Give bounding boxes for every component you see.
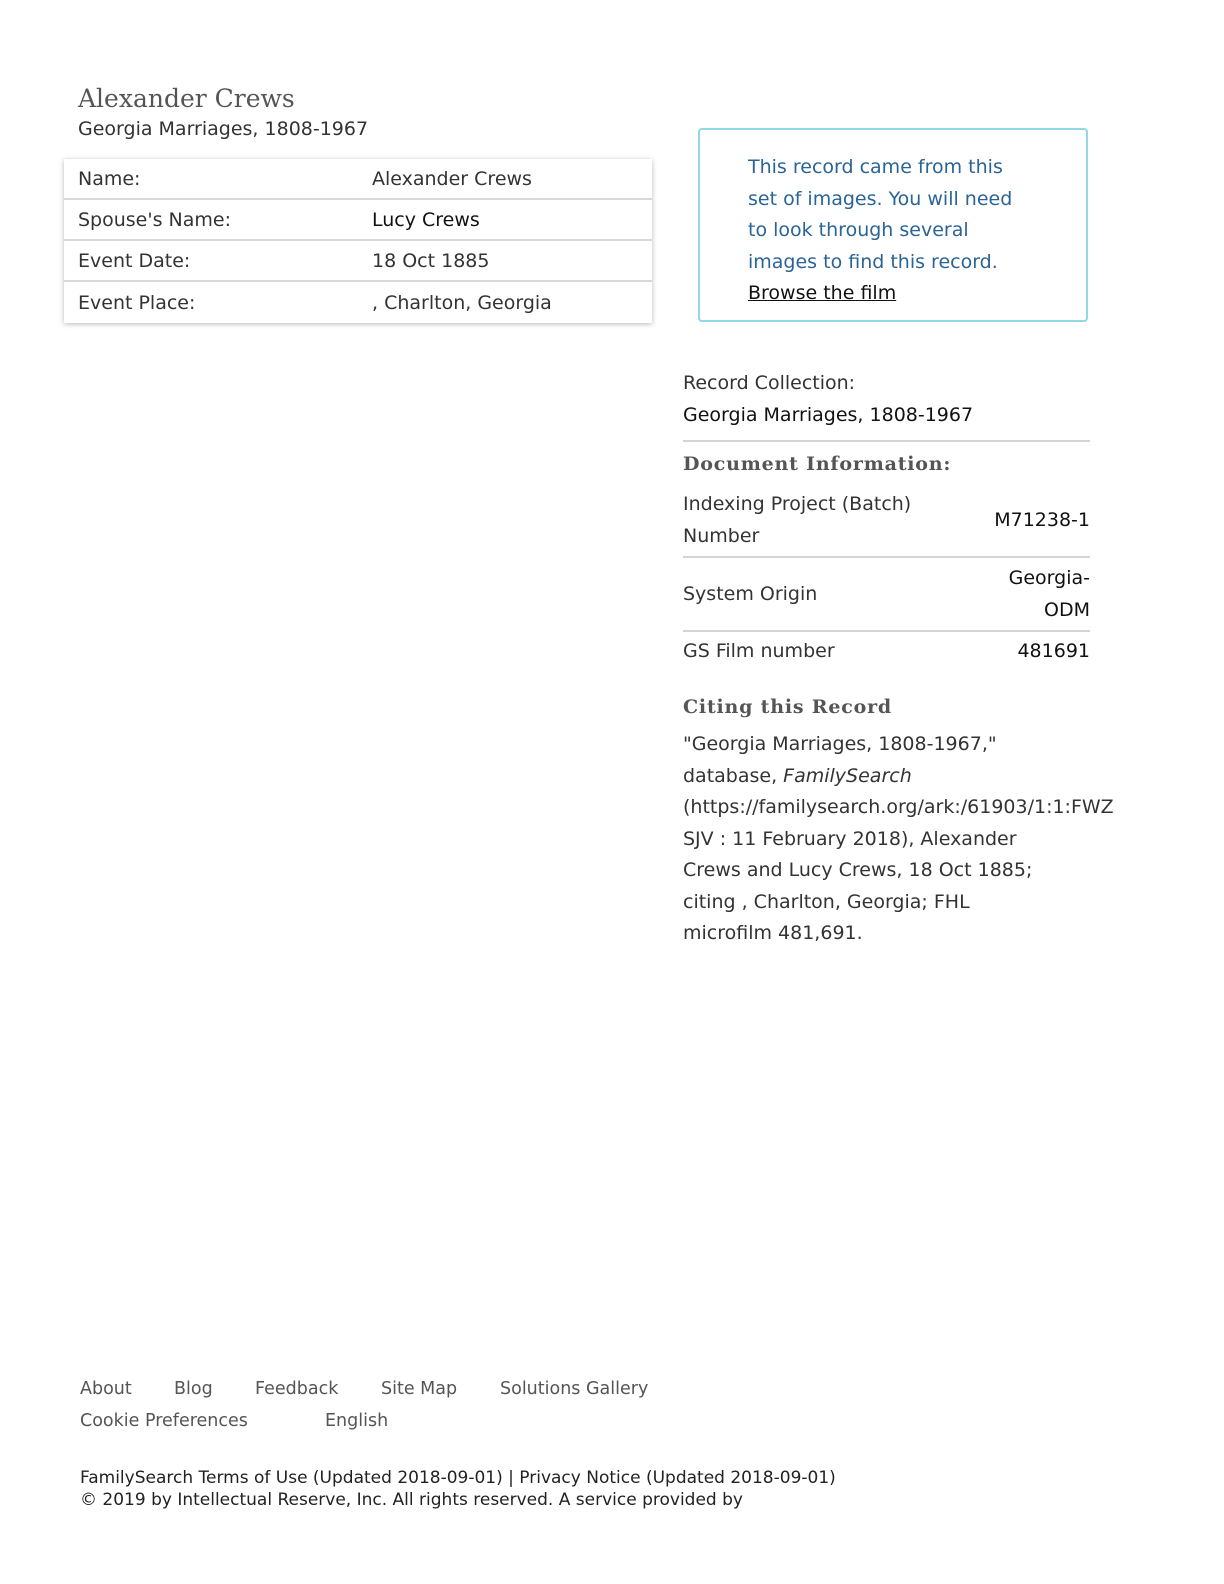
page-title: Alexander Crews <box>78 84 295 113</box>
film-number-label: GS Film number <box>683 640 835 662</box>
film-images-notice <box>698 128 1088 322</box>
notice-line: images to find this record. <box>748 250 998 273</box>
batch-number-label: Indexing Project (Batch) Number <box>683 493 912 547</box>
batch-number-value: M71238-1 <box>994 508 1090 531</box>
event-date-label: Event Date: <box>78 249 191 272</box>
footer-link-solutions-gallery[interactable]: Solutions Gallery <box>500 1379 649 1399</box>
document-info-heading: Document Information: <box>683 453 952 475</box>
notice-line: This record came from this <box>748 156 1003 178</box>
record-collection-label: Record Collection: <box>683 372 856 394</box>
table-row <box>64 241 652 282</box>
event-place-label: Event Place: <box>78 291 196 314</box>
footer-link-site-map[interactable]: Site Map <box>381 1379 458 1399</box>
browse-film-link[interactable]: Browse the film <box>748 282 897 304</box>
notice-line: set of images. You will need <box>748 187 1013 210</box>
film-number-row <box>683 636 1090 668</box>
divider <box>683 556 1090 558</box>
table-row <box>64 282 652 323</box>
divider <box>683 440 1090 442</box>
name-label: Name: <box>78 167 141 190</box>
divider <box>683 630 1090 632</box>
batch-number-row <box>683 489 1090 552</box>
event-date-value: 18 Oct 1885 <box>372 249 490 272</box>
table-row <box>64 159 652 200</box>
system-origin-value: Georgia- ODM <box>1008 567 1090 621</box>
citation-heading: Citing this Record <box>683 696 892 718</box>
record-facts-table <box>64 159 652 323</box>
copyright-line: © 2019 by Intellectual Reserve, Inc. All rights reserved. A service provided by <box>80 1490 743 1510</box>
footer-link-blog[interactable]: Blog <box>174 1379 213 1399</box>
system-origin-row <box>683 563 1090 626</box>
film-number-value: 481691 <box>1017 640 1090 662</box>
citation-text: "Georgia Marriages, 1808-1967," database, FamilySearch (https://familysearch.org/ark:/61903/1:1:FWZ SJV : 11 February 2018), Alexander Crews and Lucy Crews, 18 Oct 1885; citing , Charlton, Georgia; FHL microfilm 481,691. <box>683 733 1114 944</box>
notice-line: to look through several <box>748 219 969 241</box>
name-value: Alexander Crews <box>372 167 532 190</box>
record-collection-value[interactable]: Georgia Marriages, 1808-1967 <box>683 403 974 426</box>
legal-notice <box>80 1467 836 1511</box>
table-row <box>64 200 652 241</box>
record-collection <box>683 368 1090 431</box>
system-origin-label: System Origin <box>683 582 818 605</box>
spouse-name-label: Spouse's Name: <box>78 208 231 231</box>
event-place-value: , Charlton, Georgia <box>372 291 552 314</box>
collection-subtitle: Georgia Marriages, 1808-1967 <box>78 118 369 140</box>
footer-link-about[interactable]: About <box>80 1379 132 1399</box>
terms-privacy-line[interactable]: FamilySearch Terms of Use (Updated 2018-09-01) | Privacy Notice (Updated 2018-09-01) <box>80 1468 836 1488</box>
spouse-name-value[interactable]: Lucy Crews <box>372 208 480 231</box>
language-selector[interactable]: English <box>325 1411 389 1431</box>
footer-link-feedback[interactable]: Feedback <box>255 1379 339 1399</box>
footer-link-cookie-preferences[interactable]: Cookie Preferences <box>80 1411 248 1431</box>
